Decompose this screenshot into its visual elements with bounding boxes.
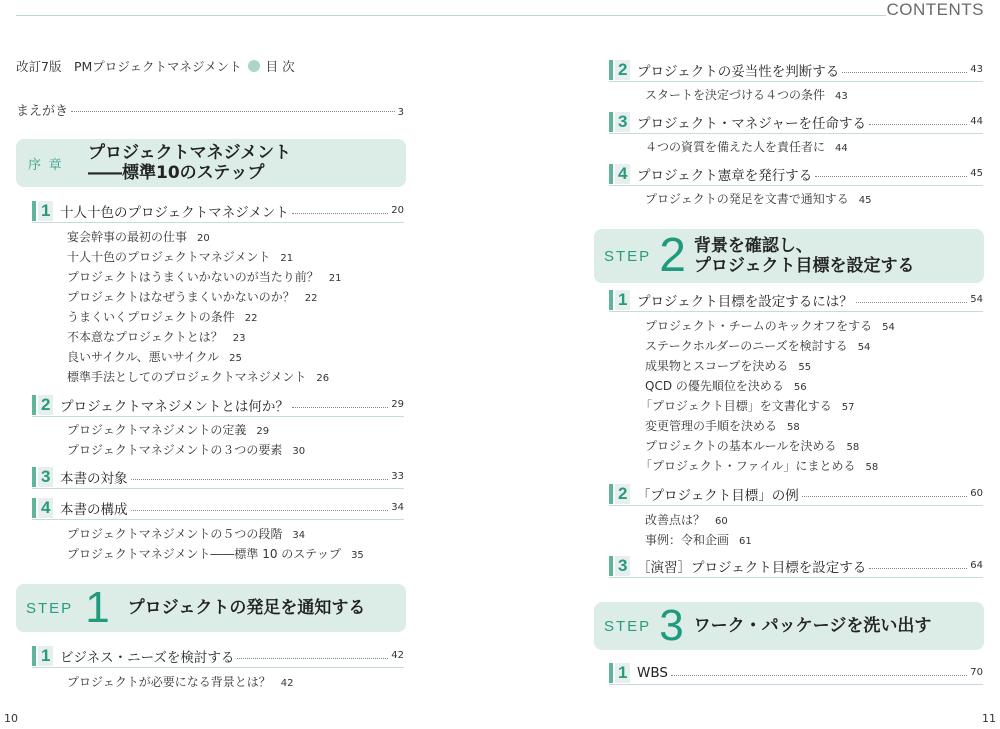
toc-subentry[interactable]: プロジェクトの基本ルールを決める 58 [645, 439, 860, 453]
dot-leader [292, 213, 388, 214]
toc-label: 目 次 [265, 59, 295, 74]
toc-section[interactable] [32, 199, 404, 223]
toc-subentry[interactable]: 十人十色のプロジェクトマネジメント 21 [67, 250, 294, 264]
section-bar-icon [609, 556, 613, 576]
section-bar-icon [32, 498, 36, 518]
page-number: 54 [970, 294, 983, 305]
section-label: プロジェクトマネジメントとは何か？ [60, 398, 289, 415]
page-number: 43 [970, 64, 983, 75]
section-label: プロジェクト憲章を発行する [637, 167, 813, 184]
section-bar-icon [609, 164, 613, 184]
chapter-heading-step1[interactable] [16, 584, 406, 632]
section-number: 2 [615, 484, 630, 504]
toc-subentry[interactable]: プロジェクトはうまくいかないのが当たり前？ 21 [67, 270, 342, 284]
section-number: 3 [615, 112, 630, 132]
section-label: プロジェクトの妥当性を判断する [637, 63, 840, 80]
toc-subentry[interactable]: プロジェクトマネジメント――標準 10 のステップ 35 [67, 547, 364, 561]
chapter-heading-step2[interactable] [594, 229, 984, 283]
toc-subentry[interactable]: 「プロジェクト目標」を文書化する 57 [640, 399, 855, 413]
toc-subentry[interactable]: プロジェクトマネジメントの３つの要素 30 [67, 443, 306, 457]
section-label: ビジネス・ニーズを検討する [60, 649, 235, 666]
section-bar-icon [32, 395, 36, 415]
section-label: WBS [637, 664, 668, 681]
toc-subentry[interactable]: プロジェクトが必要になる背景とは？ 42 [67, 675, 294, 689]
toc-subentry[interactable]: プロジェクトマネジメントの定義 29 [67, 423, 270, 437]
section-number: 2 [38, 395, 53, 415]
page-number: 42 [391, 650, 404, 661]
toc-subentry[interactable]: 事例：令和企画 61 [645, 533, 752, 547]
toc-subentry[interactable]: 宴会幹事の最初の仕事 20 [67, 230, 210, 244]
page-number: 3 [397, 107, 404, 118]
chapter-title-line1: プロジェクトマネジメント [88, 142, 292, 163]
section-label: 十人十色のプロジェクトマネジメント [60, 204, 289, 221]
section-number: 3 [615, 556, 630, 576]
step-title: プロジェクトの発足を通知する [127, 597, 366, 618]
chapter-prefix: 序 章 [28, 156, 64, 172]
page-number: 29 [391, 399, 404, 410]
toc-subentry[interactable]: スタートを決定づける４つの条件 43 [645, 88, 848, 102]
bullet-dot-icon [248, 60, 260, 72]
dot-leader [802, 496, 968, 497]
toc-subentry[interactable]: ４つの資質を備えた人を責任者に 44 [645, 140, 848, 154]
page-number: 20 [391, 205, 404, 216]
toc-subentry[interactable]: 変更管理の手順を決める 58 [645, 419, 800, 433]
section-bar-icon [32, 467, 36, 487]
dot-leader [842, 72, 967, 73]
toc-subentry[interactable]: うまくいくプロジェクトの条件 22 [67, 310, 258, 324]
page-number: 64 [970, 560, 983, 571]
section-number: 1 [38, 646, 53, 666]
page-number: 33 [391, 471, 404, 482]
step-prefix: STEP [604, 247, 652, 265]
preface-label: まえがき [16, 104, 69, 119]
dot-leader [869, 124, 967, 125]
section-bar-icon [609, 663, 613, 683]
dot-leader [815, 176, 967, 177]
toc-section[interactable] [609, 58, 983, 82]
toc-subentry[interactable]: 改善点は？ 60 [645, 513, 728, 527]
page-number: 34 [391, 502, 404, 513]
section-label: 本書の対象 [60, 470, 128, 487]
section-number: 4 [38, 498, 53, 518]
section-number: 4 [615, 164, 630, 184]
step-number: 1 [85, 583, 110, 632]
section-number: 1 [38, 201, 53, 221]
page-number: 70 [970, 667, 983, 678]
toc-subentry[interactable]: 成果物とスコープを決める 55 [645, 359, 812, 373]
step-prefix: STEP [26, 599, 74, 617]
section-bar-icon [32, 646, 36, 666]
book-title-text: 改訂7版 PMプロジェクトマネジメント [16, 59, 242, 74]
dot-leader [856, 302, 968, 303]
dot-leader [131, 479, 389, 480]
toc-subentry[interactable]: プロジェクトはなぜうまくいかないのか？ 22 [67, 290, 318, 304]
dot-leader [237, 658, 388, 659]
section-bar-icon [609, 112, 613, 132]
toc-section[interactable] [32, 644, 404, 668]
section-bar-icon [32, 201, 36, 221]
section-label: プロジェクト・マネジャーを任命する [637, 115, 866, 132]
dot-leader [71, 111, 395, 112]
page-number: 45 [970, 168, 983, 179]
dot-leader [131, 510, 389, 511]
section-label: 本書の構成 [60, 501, 128, 518]
toc-section[interactable] [609, 110, 983, 134]
section-number: 2 [615, 60, 630, 80]
chapter-heading-step3[interactable] [594, 602, 984, 650]
page-number: 44 [970, 116, 983, 127]
toc-subentry[interactable]: プロジェクトの発足を文書で通知する 45 [645, 192, 872, 206]
step-prefix: STEP [604, 617, 652, 635]
section-label: 「プロジェクト目標」の例 [637, 487, 799, 504]
toc-subentry[interactable]: 良いサイクル、悪いサイクル 25 [67, 350, 242, 364]
toc-subentry[interactable]: プロジェクト・チームのキックオフをする 54 [645, 319, 895, 333]
page-number: 60 [970, 488, 983, 499]
toc-section[interactable] [609, 482, 983, 506]
section-label: ［演習］プロジェクト目標を設定する [637, 559, 867, 576]
step-title-line2: プロジェクト目標を設定する [693, 256, 915, 276]
toc-entry-preface[interactable] [16, 100, 404, 119]
step-title: ワーク・パッケージを洗い出す [693, 615, 932, 636]
toc-section[interactable] [609, 288, 983, 312]
section-label: プロジェクト目標を設定するには？ [637, 293, 853, 310]
section-bar-icon [609, 290, 613, 310]
page-folio: 11 [982, 712, 996, 725]
toc-subentry[interactable]: ステークホルダーのニーズを検討する 54 [645, 339, 871, 353]
toc-section[interactable] [32, 496, 404, 520]
toc-subentry[interactable]: 「プロジェクト・ファイル」にまとめる 58 [640, 459, 879, 473]
toc-section[interactable] [609, 661, 983, 685]
section-number: 3 [38, 467, 53, 487]
dot-leader [869, 568, 967, 569]
contents-label: CONTENTS [886, 0, 984, 19]
toc-section[interactable] [609, 162, 983, 186]
toc-subentry[interactable]: 不本意なプロジェクトとは？ 23 [67, 330, 246, 344]
toc-section[interactable] [32, 393, 404, 417]
toc-subentry[interactable]: 標準手法としてのプロジェクトマネジメント 26 [67, 370, 330, 384]
right-page [500, 0, 1000, 729]
dot-leader [292, 407, 388, 408]
section-bar-icon [609, 484, 613, 504]
chapter-title-line2: ――標準10のステップ [88, 163, 265, 183]
section-bar-icon [609, 60, 613, 80]
dot-leader [671, 675, 967, 676]
toc-subentry[interactable]: QCD の優先順位を決める 56 [645, 379, 807, 393]
toc-section[interactable] [32, 465, 404, 489]
page-folio: 10 [4, 712, 18, 725]
step-number: 2 [659, 229, 686, 282]
step-title-line1: 背景を確認し、 [693, 235, 813, 256]
toc-section[interactable] [609, 554, 983, 578]
section-number: 1 [615, 663, 630, 683]
toc-subentry[interactable]: プロジェクトマネジメントの５つの段階 34 [67, 527, 306, 541]
step-number: 3 [659, 601, 684, 650]
section-number: 1 [615, 290, 630, 310]
chapter-heading-prologue[interactable] [16, 139, 406, 187]
book-title [16, 57, 295, 75]
